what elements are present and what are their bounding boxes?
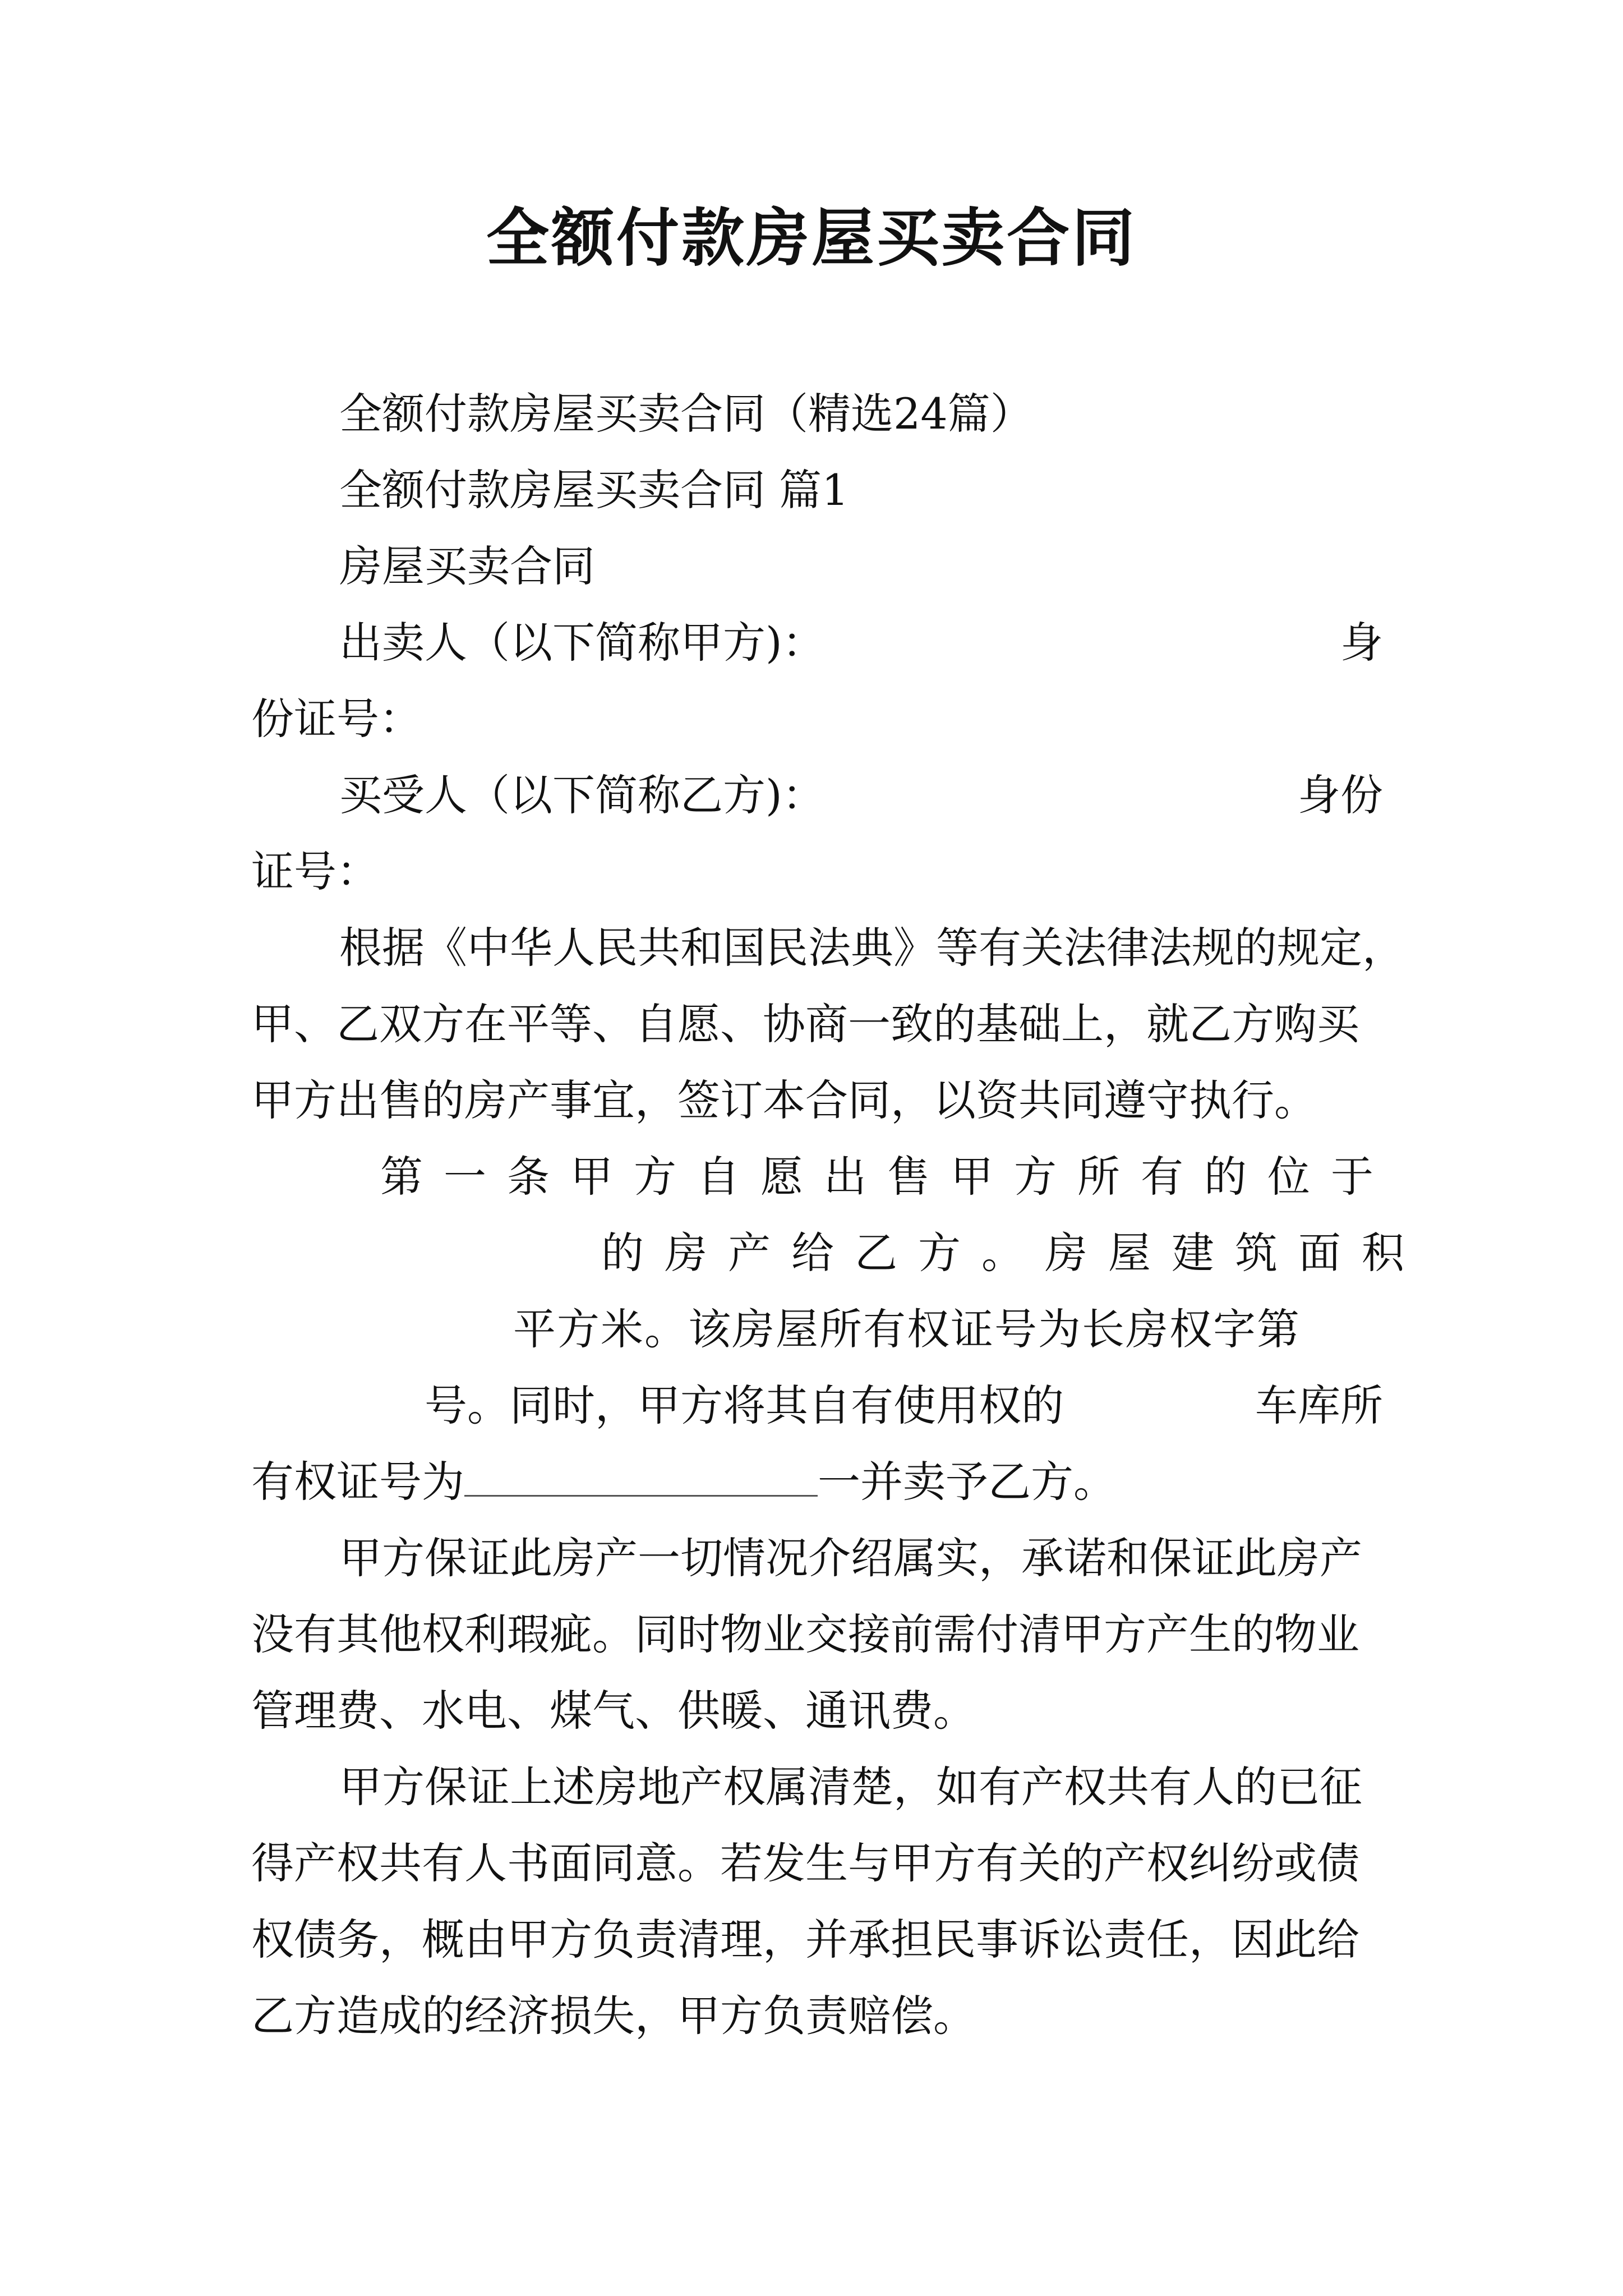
- article-one-text: 平方米。该房屋所有权证号为长房权字第: [513, 1304, 1301, 1354]
- subtitle-line: 全额付款房屋买卖合同（精选24篇）: [339, 389, 1033, 439]
- contract-name: 房屋买卖合同: [339, 541, 595, 591]
- article-one-line: [601, 1226, 1425, 1280]
- seller-id-label-start: 身: [1340, 618, 1383, 668]
- certificate-label: 有权证号为: [251, 1457, 464, 1507]
- seller-id-label-end: 份证号：: [251, 694, 422, 744]
- page-title: 全额付款房屋买卖合同: [486, 201, 1137, 275]
- paragraph-line: 管理费、水电、煤气、供暖、通讯费。: [251, 1686, 976, 1736]
- article-one-text: [251, 1455, 1116, 1509]
- article-one-line: [380, 1150, 1394, 1204]
- article-one-text: 第一条甲方自愿出售甲方所有的位于: [380, 1152, 1394, 1202]
- article-one-text: 号。同时，甲方将其自有使用权的: [425, 1381, 1064, 1430]
- sale-text: 一并卖予乙方。: [818, 1457, 1116, 1507]
- seller-label: 出卖人（以下简称甲方)：: [339, 618, 825, 668]
- article-one-text: 的房产给乙方。房屋建筑面积: [601, 1228, 1425, 1278]
- paragraph-line: 甲方保证此房产一切情况介绍属实，承诺和保证此房产: [339, 1533, 1362, 1583]
- buyer-id-label-start: 身份: [1298, 770, 1383, 820]
- paragraph-line: 没有其他权利瑕疵。同时物业交接前需付清甲方产生的物业: [251, 1609, 1359, 1659]
- buyer-label: 买受人（以下简称乙方)：: [339, 770, 825, 820]
- buyer-id-label-end: 证号：: [251, 846, 379, 896]
- blank-field: [464, 1456, 818, 1497]
- paragraph-line: 甲方出售的房产事宜，签订本合同，以资共同遵守执行。: [251, 1075, 1317, 1125]
- paragraph-line: 得产权共有人书面同意。若发生与甲方有关的产权纠纷或债: [251, 1838, 1359, 1888]
- paragraph-line: 权债务，概由甲方负责清理，并承担民事诉讼责任，因此给: [251, 1915, 1359, 1964]
- paragraph-line: 甲、乙双方在平等、自愿、协商一致的基础上，就乙方购买: [251, 999, 1359, 1049]
- paragraph-line: 乙方造成的经济损失，甲方负责赔偿。: [251, 1991, 976, 2041]
- paragraph-line: 甲方保证上述房地产权属清楚，如有产权共有人的已征: [339, 1762, 1362, 1812]
- article-one-text: 车库所: [1255, 1381, 1383, 1430]
- paragraph-line: 根据《中华人民共和国民法典》等有关法律法规的规定，: [339, 923, 1405, 973]
- section-heading: 全额付款房屋买卖合同 篇1: [339, 465, 849, 515]
